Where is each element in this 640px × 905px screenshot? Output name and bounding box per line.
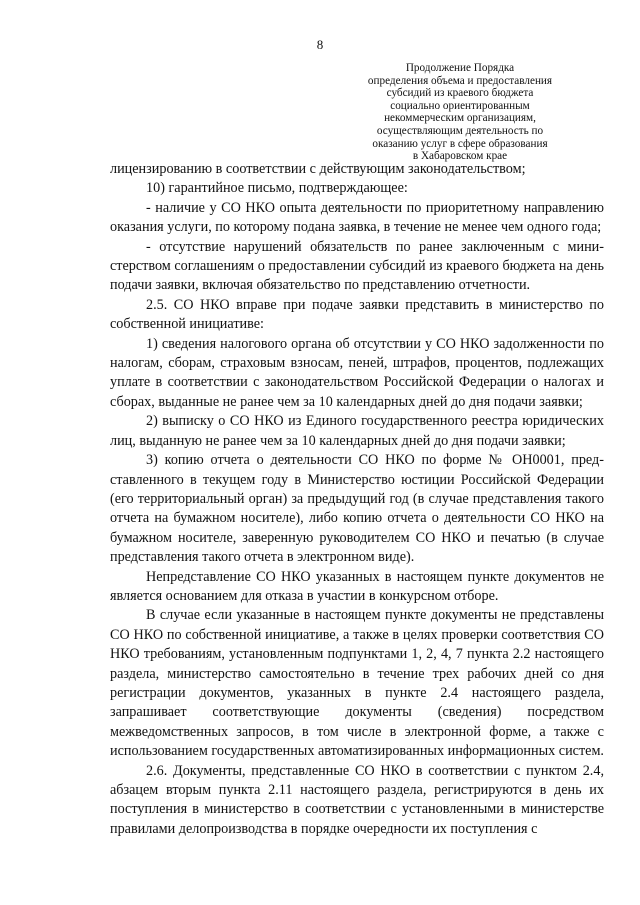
paragraph-interagency-requests: В случае если указанные в настоящем пункте документы не представлены СО НКО по собственной инициативе, а также в целях проверки соответствия СО НКО требованиям, установленным подпунктами 1, 2, 4, 7 пункта 2.2 настоящего раздела, министерство самостоятельно в течение трех рабочих дней со дня регистрации документов, указанных в пункте 2.4 настоящего раздела, запрашивает соответствующие документы (сведения) посредством межведомственных запросов, в том числе в электронной форме, а также с использованием государственных автоматизированных информационных систем. <box>110 607 604 760</box>
header-note-line: осуществляющим деятельность по <box>376 124 544 137</box>
paragraph-2-5-item-1: 1) сведения налогового органа об отсутствии у СО НКО задолженности по налогам, сборам, страховым взносам, пеней, штрафов, процентов, подлежащих уплате в соответствии с законодательством Российской Федерации о налогах и сборах, выданные не ранее чем за 10 календарных дней до дня подачи заявки; <box>110 335 604 410</box>
paragraph-no-violations: - отсутствие нарушений обязательств по ранее заключенным с министерством соглашениям о предоставлении субсидий из краевого бюджета на день подачи заявки, включая обязательство по представлению отчетности. <box>110 238 604 294</box>
paragraph-2-5-item-2: 2) выписку о СО НКО из Единого государственного реестра юридических лиц, выданную не ранее чем за 10 календарных дней до дня подачи заявки; <box>110 413 604 449</box>
paragraph-continuation: лицензированию в соответствии с действующим законодательством; <box>110 161 526 177</box>
header-note-line: в Хабаровском крае <box>412 150 508 163</box>
header-note-line: социально ориентированным <box>390 99 530 112</box>
header-note-line: некоммерческим организациям, <box>384 112 536 125</box>
header-note-line: Продолжение Порядка <box>405 62 515 74</box>
header-note <box>340 62 580 163</box>
header-note-line: субсидий из краевого бюджета <box>386 87 534 100</box>
header-note-line: оказанию услуг в сфере образования <box>372 137 548 150</box>
header-note-line: определения объема и предоставления <box>367 74 553 87</box>
paragraph-experience: - наличие у СО НКО опыта деятельности по приоритетному направлению оказания услуги, по которому подана заявка, в течение не менее чем одного года; <box>110 199 604 236</box>
paragraph-non-submission: Непредставление СО НКО указанных в настоящем пункте документов не является основанием для отказа в участии в конкурсном отборе. <box>110 568 604 604</box>
paragraph-2-5: 2.5. СО НКО вправе при подаче заявки представить в министерство по собственной инициативе: <box>110 296 604 333</box>
paragraph-2-6: 2.6. Документы, представленные СО НКО в соответствии с пунктом 2.4, абзацем вторым пункта 2.11 настоящего раздела, регистрируются в день их поступления в министерство в соответствии с установленными в министерстве правилами делопроизводства в порядке очередности их поступления с <box>110 762 604 837</box>
paragraph-item-10: 10) гарантийное письмо, подтверждающее: <box>146 180 408 197</box>
paragraph-2-5-item-3: 3) копию отчета о деятельности СО НКО по форме № ОН0001, представленного в текущем году в Министерство юстиции Российской Федерации (его территориальный орган) за предыдущий год (в случае представления такого отчета на бумажном носителе), либо копию отчета о деятельности СО НКО на бумажном носителе, заверенную руководителем СО НКО и печатью (в случае представления такого отчета в электронном виде). <box>110 452 604 566</box>
page-number: 8 <box>316 37 324 52</box>
document-body <box>110 160 604 839</box>
